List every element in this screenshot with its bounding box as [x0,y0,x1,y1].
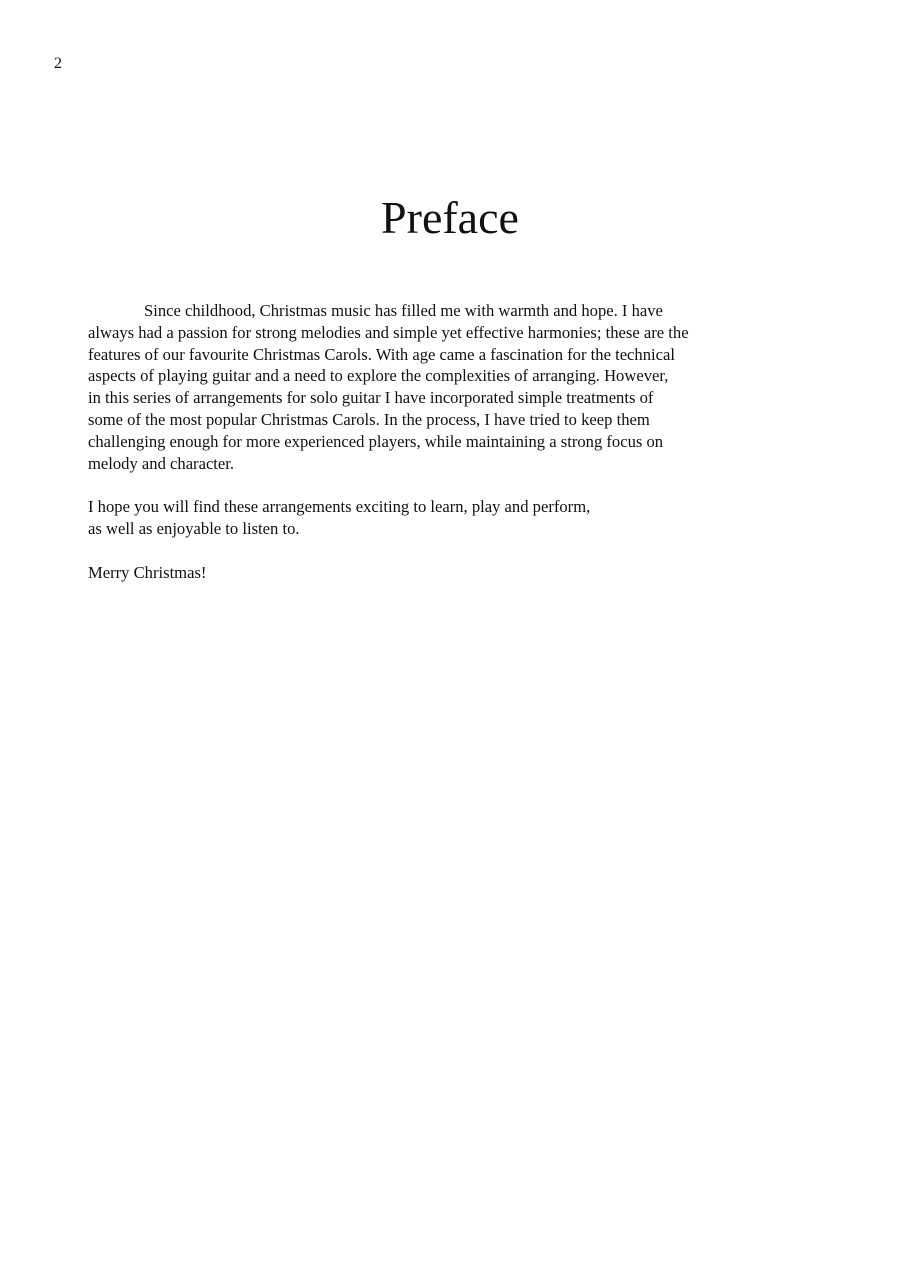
page-title: Preface [381,192,519,243]
paragraph-1-line: Since childhood, Christmas music has filled me with warmth and hope. I have [144,301,663,320]
paragraph-1-line: aspects of playing guitar and a need to explore the complexities of arranging. However, [88,366,669,386]
paragraph-1-line: challenging enough for more experienced players, while maintaining a strong focus on [88,431,664,451]
paragraph-2-line: as well as enjoyable to listen to. [88,518,300,538]
preface-paragraph-2 [88,496,800,540]
preface-body [88,300,800,605]
paragraph-1-line: in this series of arrangements for solo guitar I have incorporated simple treatments of [88,388,654,408]
paragraph-1-line: melody and character. [88,453,235,473]
paragraph-1-line: features of our favourite Christmas Carols. With age came a fascination for the technical [88,344,675,364]
paragraph-1-line: some of the most popular Christmas Carols. In the process, I have tried to keep them [88,409,650,429]
paragraph-1-line: always had a passion for strong melodies and simple yet effective harmonies; these are the [88,322,689,342]
closing-line: Merry Christmas! [88,562,207,582]
page-number: 2 [54,55,62,72]
preface-paragraph-1 [88,300,800,474]
paragraph-2-line: I hope you will find these arrangements exciting to learn, play and perform, [88,497,591,517]
